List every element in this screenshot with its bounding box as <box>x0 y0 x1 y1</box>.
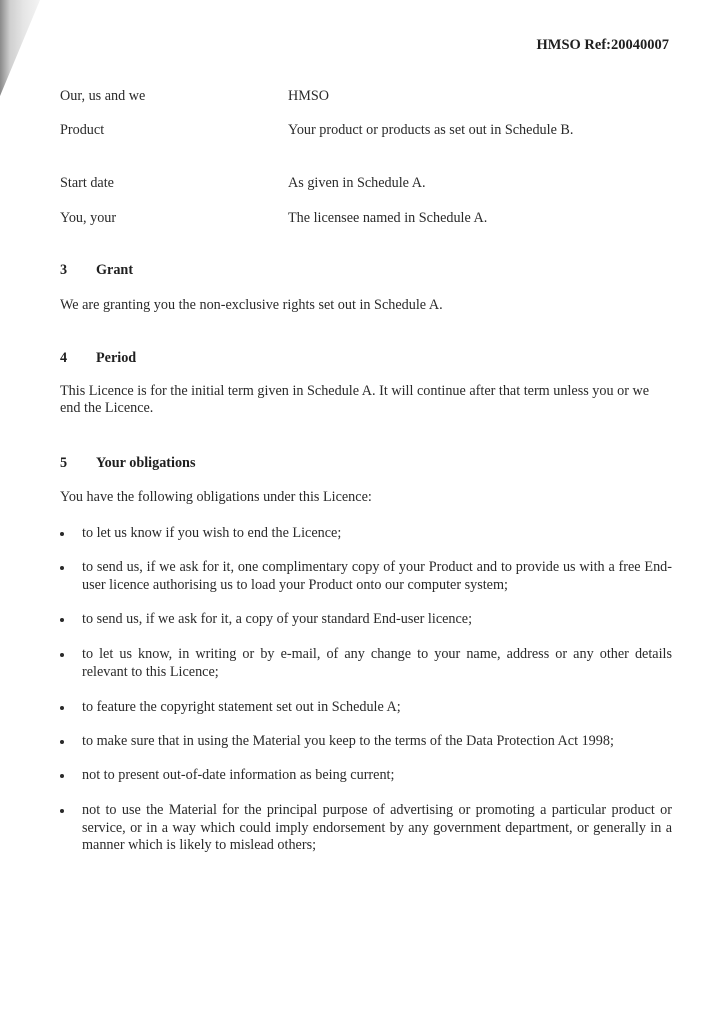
bullet-icon <box>60 566 64 570</box>
section-heading-period <box>60 350 136 367</box>
section-body-obligations: You have the following obligations under this Licence: <box>60 489 372 505</box>
document-reference: HMSO Ref:20040007 <box>536 37 669 53</box>
obligation-item: not to use the Material for the principal purpose of advertising or promoting a particular product or service, or in a way which could imply endorsement by any government department, or generally in a manner which is likely to mislead others; <box>60 802 672 855</box>
section-title: Your obligations <box>96 455 196 471</box>
obligation-item: to let us know if you wish to end the Licence; <box>60 525 672 543</box>
definition-meaning: As given in Schedule A. <box>288 175 426 191</box>
section-title: Period <box>96 350 137 366</box>
bullet-icon <box>60 809 64 813</box>
bullet-icon <box>60 706 64 710</box>
section-heading-obligations <box>60 455 195 472</box>
bullet-icon <box>60 653 64 657</box>
section-heading-grant <box>60 262 133 279</box>
definition-term: Start date <box>60 175 114 191</box>
definition-term: You, your <box>60 210 117 226</box>
section-body-period: This Licence is for the initial term given in Schedule A. It will continue after that term unless you or we end the Licence. <box>60 383 650 416</box>
bullet-icon <box>60 618 64 622</box>
definition-meaning: HMSO <box>288 88 329 104</box>
section-number: 3 <box>60 262 68 278</box>
section-number: 5 <box>60 455 68 471</box>
obligation-item: to make sure that in using the Material you keep to the terms of the Data Protection Act 1998; <box>60 733 672 751</box>
bullet-icon <box>60 774 64 778</box>
obligation-item: to let us know, in writing or by e-mail, of any change to your name, address or any other details relevant to this Licence; <box>60 646 672 681</box>
section-number: 4 <box>60 350 68 366</box>
obligation-item: not to present out-of-date information as being current; <box>60 767 672 785</box>
definition-term: Product <box>60 122 105 138</box>
obligation-item: to send us, if we ask for it, a copy of your standard End-user licence; <box>60 611 672 629</box>
obligation-item: to send us, if we ask for it, one complimentary copy of your Product and to provide us with a free End-user licence authorising us to load your Product onto our computer system; <box>60 559 672 594</box>
scan-edge-shadow <box>0 0 40 96</box>
section-title: Grant <box>96 262 134 278</box>
obligation-item: to feature the copyright statement set out in Schedule A; <box>60 699 672 717</box>
definition-term: Our, us and we <box>60 88 146 104</box>
definition-meaning: Your product or products as set out in Schedule B. <box>288 122 574 138</box>
bullet-icon <box>60 740 64 744</box>
section-body-grant: We are granting you the non-exclusive rights set out in Schedule A. <box>60 297 443 313</box>
bullet-icon <box>60 532 64 536</box>
definition-meaning: The licensee named in Schedule A. <box>288 210 488 226</box>
